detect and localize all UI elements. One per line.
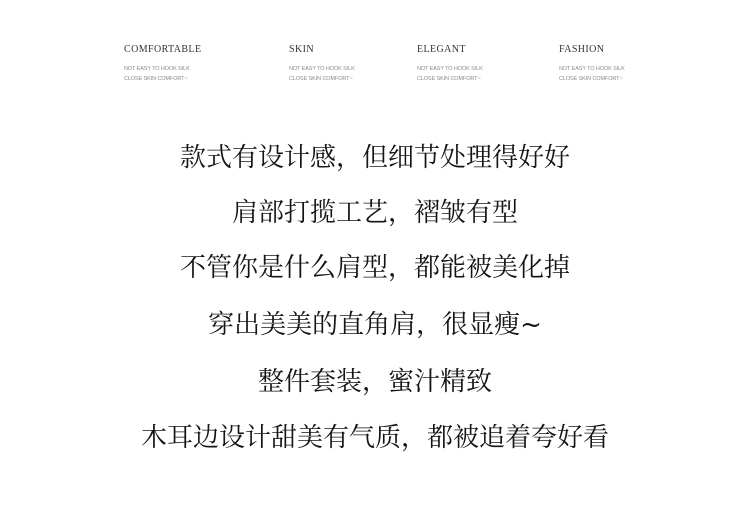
description-line: 整件套装，蜜汁精致: [257, 367, 492, 397]
feature-title: COMFORTABLE: [124, 44, 202, 55]
feature-title: SKIN: [289, 44, 314, 55]
description-line: 款式有设计感，但细节处理得好好: [179, 143, 570, 173]
feature-title: FASHION: [559, 44, 605, 55]
description-line: 不管你是什么肩型，都能被美化掉: [179, 253, 570, 283]
feature-title: ELEGANT: [417, 44, 466, 55]
feature-subtitle-line-1: NOT EASY TO HOOK SILK: [124, 66, 190, 72]
description-line: 肩部打揽工艺，褶皱有型: [231, 198, 518, 228]
feature-comfortable: [124, 44, 254, 84]
feature-fashion: [559, 44, 689, 84]
description-line: 木耳边设计甜美有气质，都被追着夸好看: [140, 423, 609, 453]
description-line: 穿出美美的直角肩，很显瘦~: [208, 310, 542, 340]
feature-tags-row: [0, 44, 750, 94]
feature-subtitle-line-2: CLOSE SKIN COMFORT~: [417, 76, 481, 82]
feature-subtitle-line-1: NOT EASY TO HOOK SILK: [559, 66, 625, 72]
feature-subtitle-line-1: NOT EASY TO HOOK SILK: [417, 66, 483, 72]
feature-subtitle-line-2: CLOSE SKIN COMFORT~: [124, 76, 188, 82]
feature-elegant: [417, 44, 547, 84]
feature-skin: [289, 44, 419, 84]
feature-subtitle-line-2: CLOSE SKIN COMFORT~: [559, 76, 623, 82]
feature-subtitle-line-1: NOT EASY TO HOOK SILK: [289, 66, 355, 72]
feature-subtitle-line-2: CLOSE SKIN COMFORT~: [289, 76, 353, 82]
